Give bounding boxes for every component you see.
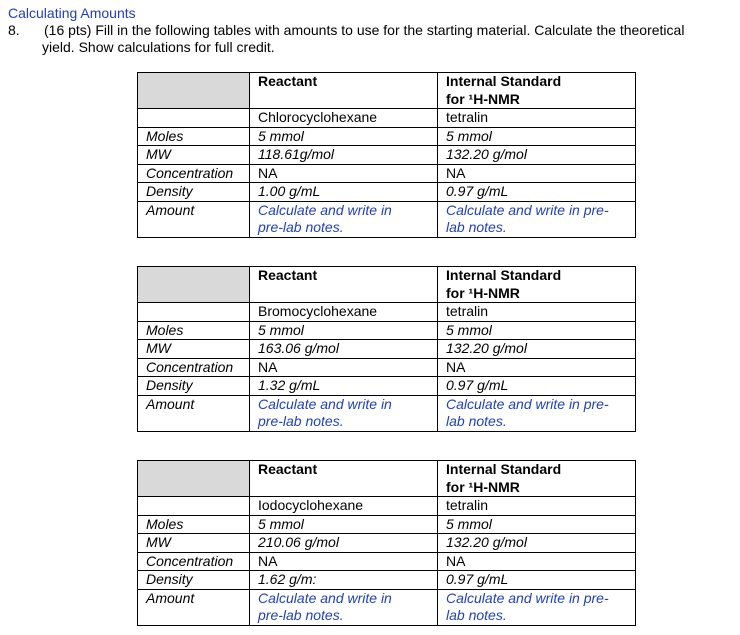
reactant-name: Bromocyclohexane — [250, 303, 438, 322]
standard-name: tetralin — [438, 303, 636, 322]
row-label-moles: Moles — [138, 515, 250, 534]
standard-moles: 5 mmol — [438, 515, 636, 534]
standard-header-line-1: Internal Standard — [446, 267, 562, 283]
standard-name: tetralin — [438, 109, 636, 128]
reactant-header: Reactant — [250, 73, 438, 109]
reactant-name: Iodocyclohexane — [250, 497, 438, 516]
reactant-concentration: NA — [250, 358, 438, 377]
standard-header-line-2: for ¹H-NMR — [446, 90, 520, 107]
row-label-amount: Amount — [138, 395, 250, 431]
row-label-amount: Amount — [138, 201, 250, 237]
reactant-amount-line-1: Calculate and write in — [258, 395, 392, 412]
reactant-density: 1.00 g/mL — [250, 183, 438, 202]
question-text-line-2: yield. Show calculations for full credit. — [42, 39, 275, 55]
question-number: 8. — [8, 22, 20, 38]
standard-moles: 5 mmol — [438, 127, 636, 146]
reactant-concentration: NA — [250, 164, 438, 183]
standard-density: 0.97 g/mL — [438, 571, 636, 590]
reactant-amount — [250, 201, 438, 237]
question-line-1 — [8, 22, 733, 38]
reactant-table-1 — [137, 72, 636, 238]
standard-amount-line-1: Calculate and write in pre- — [446, 589, 609, 606]
row-label-density: Density — [138, 377, 250, 396]
row-label-mw: MW — [138, 340, 250, 359]
standard-density: 0.97 g/mL — [438, 377, 636, 396]
row-label-density: Density — [138, 571, 250, 590]
standard-amount-line-2: lab notes. — [446, 607, 507, 623]
standard-amount-line-2: lab notes. — [446, 413, 507, 429]
standard-mw: 132.20 g/mol — [438, 534, 636, 553]
reactant-amount — [250, 395, 438, 431]
reactant-header: Reactant — [250, 461, 438, 497]
reactant-name: Chlorocyclohexane — [250, 109, 438, 128]
row-label-mw: MW — [138, 146, 250, 165]
reactant-header: Reactant — [250, 267, 438, 303]
standard-mw: 132.20 g/mol — [438, 146, 636, 165]
name-label-cell — [138, 109, 250, 128]
standard-header — [438, 267, 636, 303]
standard-concentration: NA — [438, 552, 636, 571]
standard-amount-line-1: Calculate and write in pre- — [446, 395, 609, 412]
standard-density: 0.97 g/mL — [438, 183, 636, 202]
reactant-amount-line-2: pre-lab notes. — [258, 413, 344, 429]
standard-header-line-1: Internal Standard — [446, 73, 562, 89]
standard-header-line-2: for ¹H-NMR — [446, 284, 520, 301]
standard-mw: 132.20 g/mol — [438, 340, 636, 359]
reactant-amount-line-1: Calculate and write in — [258, 201, 392, 218]
reactant-density: 1.32 g/mL — [250, 377, 438, 396]
reactant-amount — [250, 589, 438, 625]
standard-header-line-2: for ¹H-NMR — [446, 478, 520, 495]
standard-amount — [438, 589, 636, 625]
standard-concentration: NA — [438, 358, 636, 377]
standard-concentration: NA — [438, 164, 636, 183]
name-label-cell — [138, 497, 250, 516]
standard-name: tetralin — [438, 497, 636, 516]
reactant-moles: 5 mmol — [250, 321, 438, 340]
reactant-amount-line-1: Calculate and write in — [258, 589, 392, 606]
name-label-cell — [138, 303, 250, 322]
reactant-moles: 5 mmol — [250, 127, 438, 146]
header-blank-cell — [138, 461, 250, 497]
standard-amount — [438, 395, 636, 431]
reactant-amount-line-2: pre-lab notes. — [258, 219, 344, 235]
row-label-concentration: Concentration — [138, 358, 250, 377]
reactant-density: 1.62 g/m: — [250, 571, 438, 590]
reactant-concentration: NA — [250, 552, 438, 571]
reactant-table-3 — [137, 460, 636, 626]
reactant-mw: 210.06 g/mol — [250, 534, 438, 553]
row-label-amount: Amount — [138, 589, 250, 625]
row-label-mw: MW — [138, 534, 250, 553]
standard-amount — [438, 201, 636, 237]
standard-header — [438, 73, 636, 109]
standard-amount-line-2: lab notes. — [446, 219, 507, 235]
row-label-concentration: Concentration — [138, 552, 250, 571]
reactant-amount-line-2: pre-lab notes. — [258, 607, 344, 623]
row-label-moles: Moles — [138, 321, 250, 340]
reactant-mw: 163.06 g/mol — [250, 340, 438, 359]
reactant-mw: 118.61g/mol — [250, 146, 438, 165]
section-heading: Calculating Amounts — [8, 5, 136, 21]
row-label-density: Density — [138, 183, 250, 202]
question-text-line-1: (16 pts) Fill in the following tables with amounts to use for the starting material. Calculate the theoretical — [44, 22, 685, 38]
header-blank-cell — [138, 267, 250, 303]
standard-moles: 5 mmol — [438, 321, 636, 340]
standard-header-line-1: Internal Standard — [446, 461, 562, 477]
reactant-table-2 — [137, 266, 636, 432]
row-label-moles: Moles — [138, 127, 250, 146]
header-blank-cell — [138, 73, 250, 109]
standard-amount-line-1: Calculate and write in pre- — [446, 201, 609, 218]
reactant-moles: 5 mmol — [250, 515, 438, 534]
standard-header — [438, 461, 636, 497]
row-label-concentration: Concentration — [138, 164, 250, 183]
